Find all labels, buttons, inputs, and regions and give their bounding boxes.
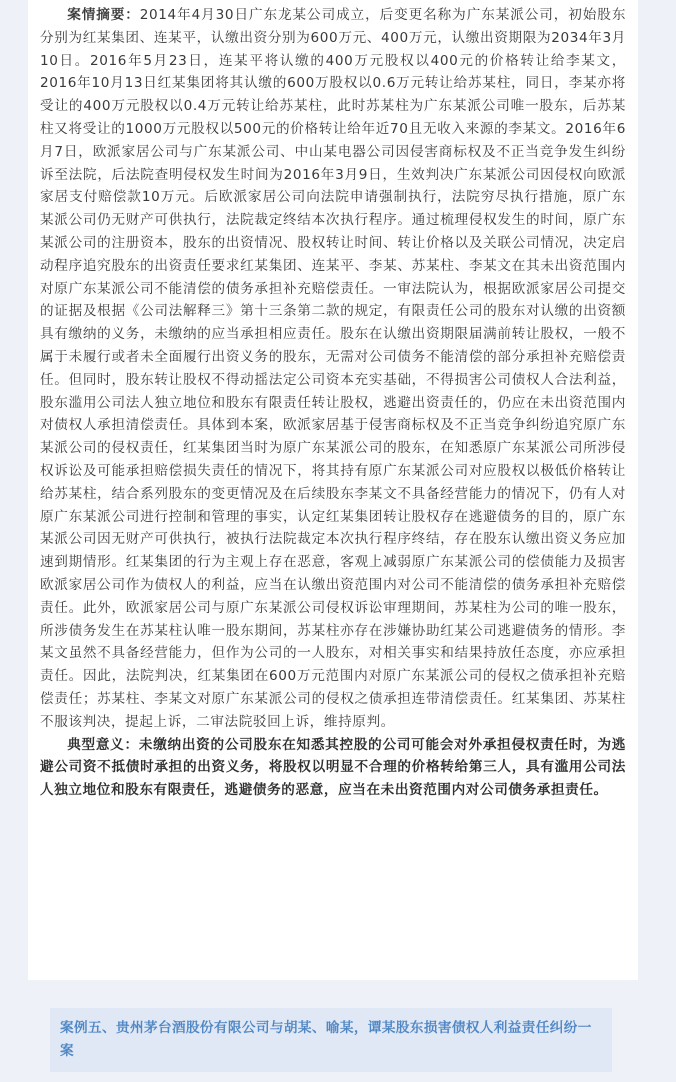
case-summary-text: 2014年4月30日广东龙某公司成立，后变更名称为广东某派公司，初始股东分别为红某集团、连某平，认缴出资分别为600万元、400万元，认缴出资期限为2034年3月10日。2016年5月23日，连某平将认缴的400万元股权以400元的价格转让给李某文，2016年10月13日红某集团将其认缴的600万股权以0.6万元转让给苏某柱，同日，李某亦将受让的400万元股权以0.4万元转让给苏某柱，此时苏某柱为广东某派公司唯一股东，后苏某柱又将受让的1000万元股权以500元的价格转让给年近70且无收入来源的李某文。2016年6月7日，欧派家居公司与广东某派公司、中山某电器公司因侵害商标权及不正当竞争发生纠纷诉至法院，后法院查明侵权发生时间为2016年3月9日，生效判决广东某派公司因侵权向欧派家居支付赔偿款10万元。后欧派家居公司向法院申请强制执行，法院穷尽执行措施，原广东某派公司仍无财产可供执行，法院裁定终结本次执行程序。通过梳理侵权发生的时间，原广东某派公司的注册资本，股东的出资情况、股权转让时间、转让价格以及关联公司情况，决定启动程序追究股东的出资责任要求红某集团、连某平、李某、苏某柱、李某文在其未出资范围内对原广东某派公司不能清偿的债务承担补充赔偿责任。一审法院认为，根据欧派家居公司提交的证据及根据《公司法解释三》第十三条第二款的规定，有限责任公司的股东对认缴的出资额具有缴纳的义务，未缴纳的应当承担相应责任。股东在认缴出资期限届满前转让股权，一般不属于未履行或者未全面履行出资义务的股东，无需对公司债务不能清偿的部分承担补充赔偿责任。但同时，股东转让股权不得动摇法定公司资本充实基础，不得损害公司债权人合法利益，股东滥用公司法人独立地位和股东有限责任转让股权，逃避出资责任的，仍应在未出资范围内对债权人承担清偿责任。具体到本案，欧派家居基于侵害商标权及不正当竞争纠纷追究原广东某派公司的侵权责任，红某集团当时为原广东某派公司的股东，在知悉原广东某派公司所涉侵权诉讼及可能承担赔偿损失责任的情况下，将其持有原广东某派公司对应股权以极低价格转让给苏某柱，结合系列股东的变更情况及在后续股东李某文不具备经营能力的情况下，仍有人对原广东某派公司进行控制和管理的事实，认定红某集团转让股权存在逃避债务的目的，原广东某派公司因无财产可供执行，被执行法院裁定本次执行程序终结，存在股东认缴出资义务应加速到期情形。红某集团的行为主观上存在恶意，客观上减弱原广东某派公司的偿债能力及损害欧派家居公司作为债权人的利益，应当在认缴出资范围内对公司不能清偿的债务承担补充赔偿责任。此外，欧派家居公司与原广东某派公司侵权诉讼审理期间，苏某柱为公司的唯一股东，所涉债务发生在苏某柱认唯一股东期间，苏某柱亦存在涉嫌协助红某公司逃避债务的情形。李某文虽然不具备经营能力，但作为公司的一人股东，对相关事实和结果持放任态度，亦应承担责任。因此，法院判决，红某集团在600万元范围内对原广东某派公司的侵权之债承担补充赔偿责任；苏某柱、李某文对原广东某派公司的侵权之债承担连带清偿责任。红某集团、苏某柱不服该判决，提起上诉，二审法院驳回上诉，维持原判。 — [40, 7, 627, 730]
case-summary-paragraph — [40, 4, 626, 734]
significance-label: 典型意义： — [67, 736, 139, 753]
case-content-card — [28, 0, 638, 980]
next-case-heading-box — [50, 1008, 612, 1072]
significance-paragraph — [40, 734, 626, 802]
case-summary-label: 案情摘要： — [67, 7, 140, 23]
significance-text: 未缴纳出资的公司股东在知悉其控股的公司可能会对外承担侵权责任时，为逃避公司资不抵债时承担的出资义务，将股权以明显不合理的价格转给第三人，具有滥用公司法人独立地位和股东有限责任，逃避债务的恶意，应当在未出资范围内对公司债务承担责任。 — [40, 736, 627, 799]
next-case-title: 案例五、贵州茅台酒股份有限公司与胡某、喻某，谭某股东损害债权人利益责任纠纷一案 — [60, 1020, 592, 1059]
